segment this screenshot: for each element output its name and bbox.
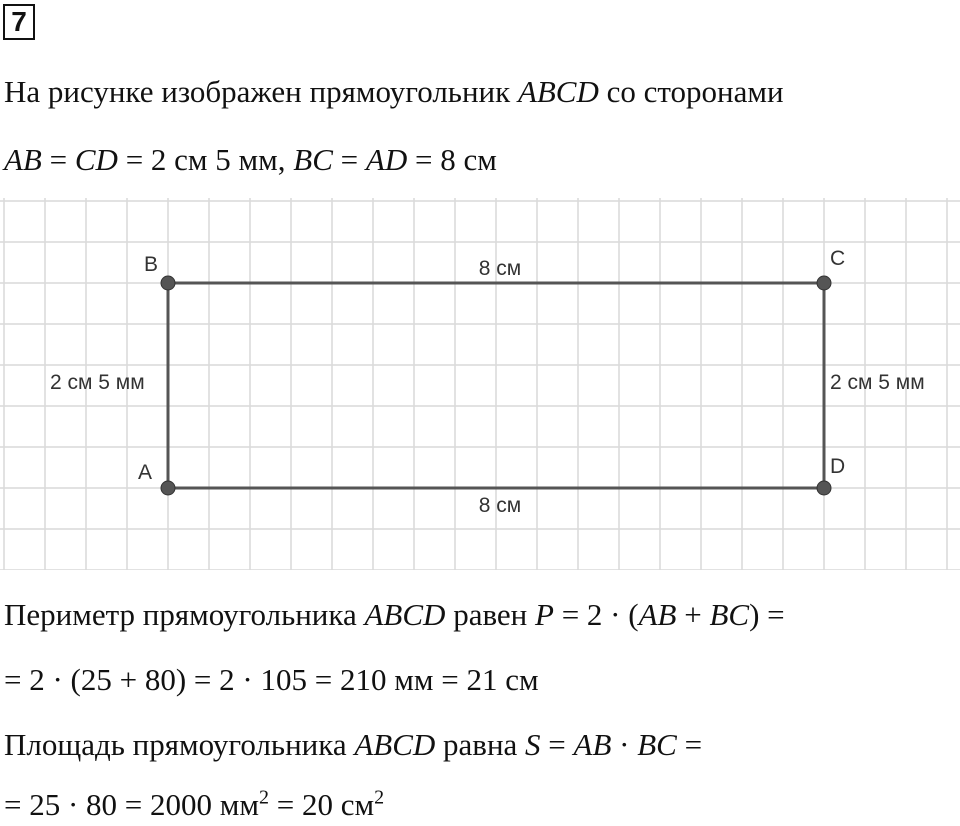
vertex-label-a: A: [138, 461, 153, 484]
vertex-label-d: D: [830, 455, 846, 478]
text-fragment: = 2 · (: [553, 597, 639, 632]
text-fragment: = 25 · 80 = 2000 мм: [4, 787, 260, 822]
side-label-bottom: 8 см: [478, 494, 522, 517]
math-s: S: [525, 727, 541, 762]
text-fragment: = 2 см 5 мм,: [117, 142, 294, 177]
math-p: P: [535, 597, 554, 632]
point-c: [817, 276, 831, 290]
intro-line-2: [4, 140, 497, 180]
side-label-left: 2 см 5 мм: [50, 371, 145, 394]
superscript: 2: [259, 786, 270, 809]
text-fragment: ) =: [749, 597, 785, 632]
text-fragment: = 20 см: [269, 787, 375, 822]
area-line-1: [4, 725, 702, 765]
math-rect-name: ABCD: [354, 727, 436, 762]
point-b: [161, 276, 175, 290]
intro-line-1: [4, 72, 784, 112]
text-fragment: Периметр прямоугольника: [4, 597, 365, 632]
perimeter-line-1: [4, 595, 785, 635]
text-fragment: =: [676, 727, 703, 762]
math-bc: BC: [709, 597, 750, 632]
point-d: [817, 481, 831, 495]
text-fragment: равна: [435, 727, 526, 762]
text-fragment: +: [676, 597, 710, 632]
math-ab: AB: [638, 597, 677, 632]
side-label-right: 2 см 5 мм: [830, 371, 925, 394]
problem-number: 7: [3, 4, 35, 40]
math-cd: CD: [74, 142, 118, 177]
text-fragment: =: [41, 142, 75, 177]
text-fragment: = 8 см: [407, 142, 497, 177]
area-line-2: [4, 785, 384, 825]
text-fragment: =: [332, 142, 366, 177]
text-fragment: со сторонами: [598, 74, 784, 109]
math-rect-name: ABCD: [364, 597, 446, 632]
perimeter-line-2: = 2 · (25 + 80) = 2 · 105 = 210 мм = 21 см: [4, 662, 539, 697]
vertex-label-b: B: [144, 253, 159, 276]
side-label-top: 8 см: [478, 257, 522, 280]
superscript: 2: [374, 786, 385, 809]
text-fragment: Площадь прямоугольника: [4, 727, 355, 762]
math-ab: AB: [573, 727, 612, 762]
text-fragment: ·: [611, 727, 638, 762]
math-ad: AD: [365, 142, 408, 177]
rectangle-figure: [0, 198, 960, 570]
point-a: [161, 481, 175, 495]
vertex-label-c: C: [830, 247, 846, 270]
math-bc: BC: [637, 727, 677, 762]
text-fragment: На рисунке изображен прямоугольник: [4, 74, 518, 109]
text-fragment: равен: [445, 597, 536, 632]
text-fragment: =: [540, 727, 574, 762]
math-bc: BC: [293, 142, 333, 177]
math-rect-name: ABCD: [517, 74, 599, 109]
math-ab: AB: [4, 142, 42, 177]
